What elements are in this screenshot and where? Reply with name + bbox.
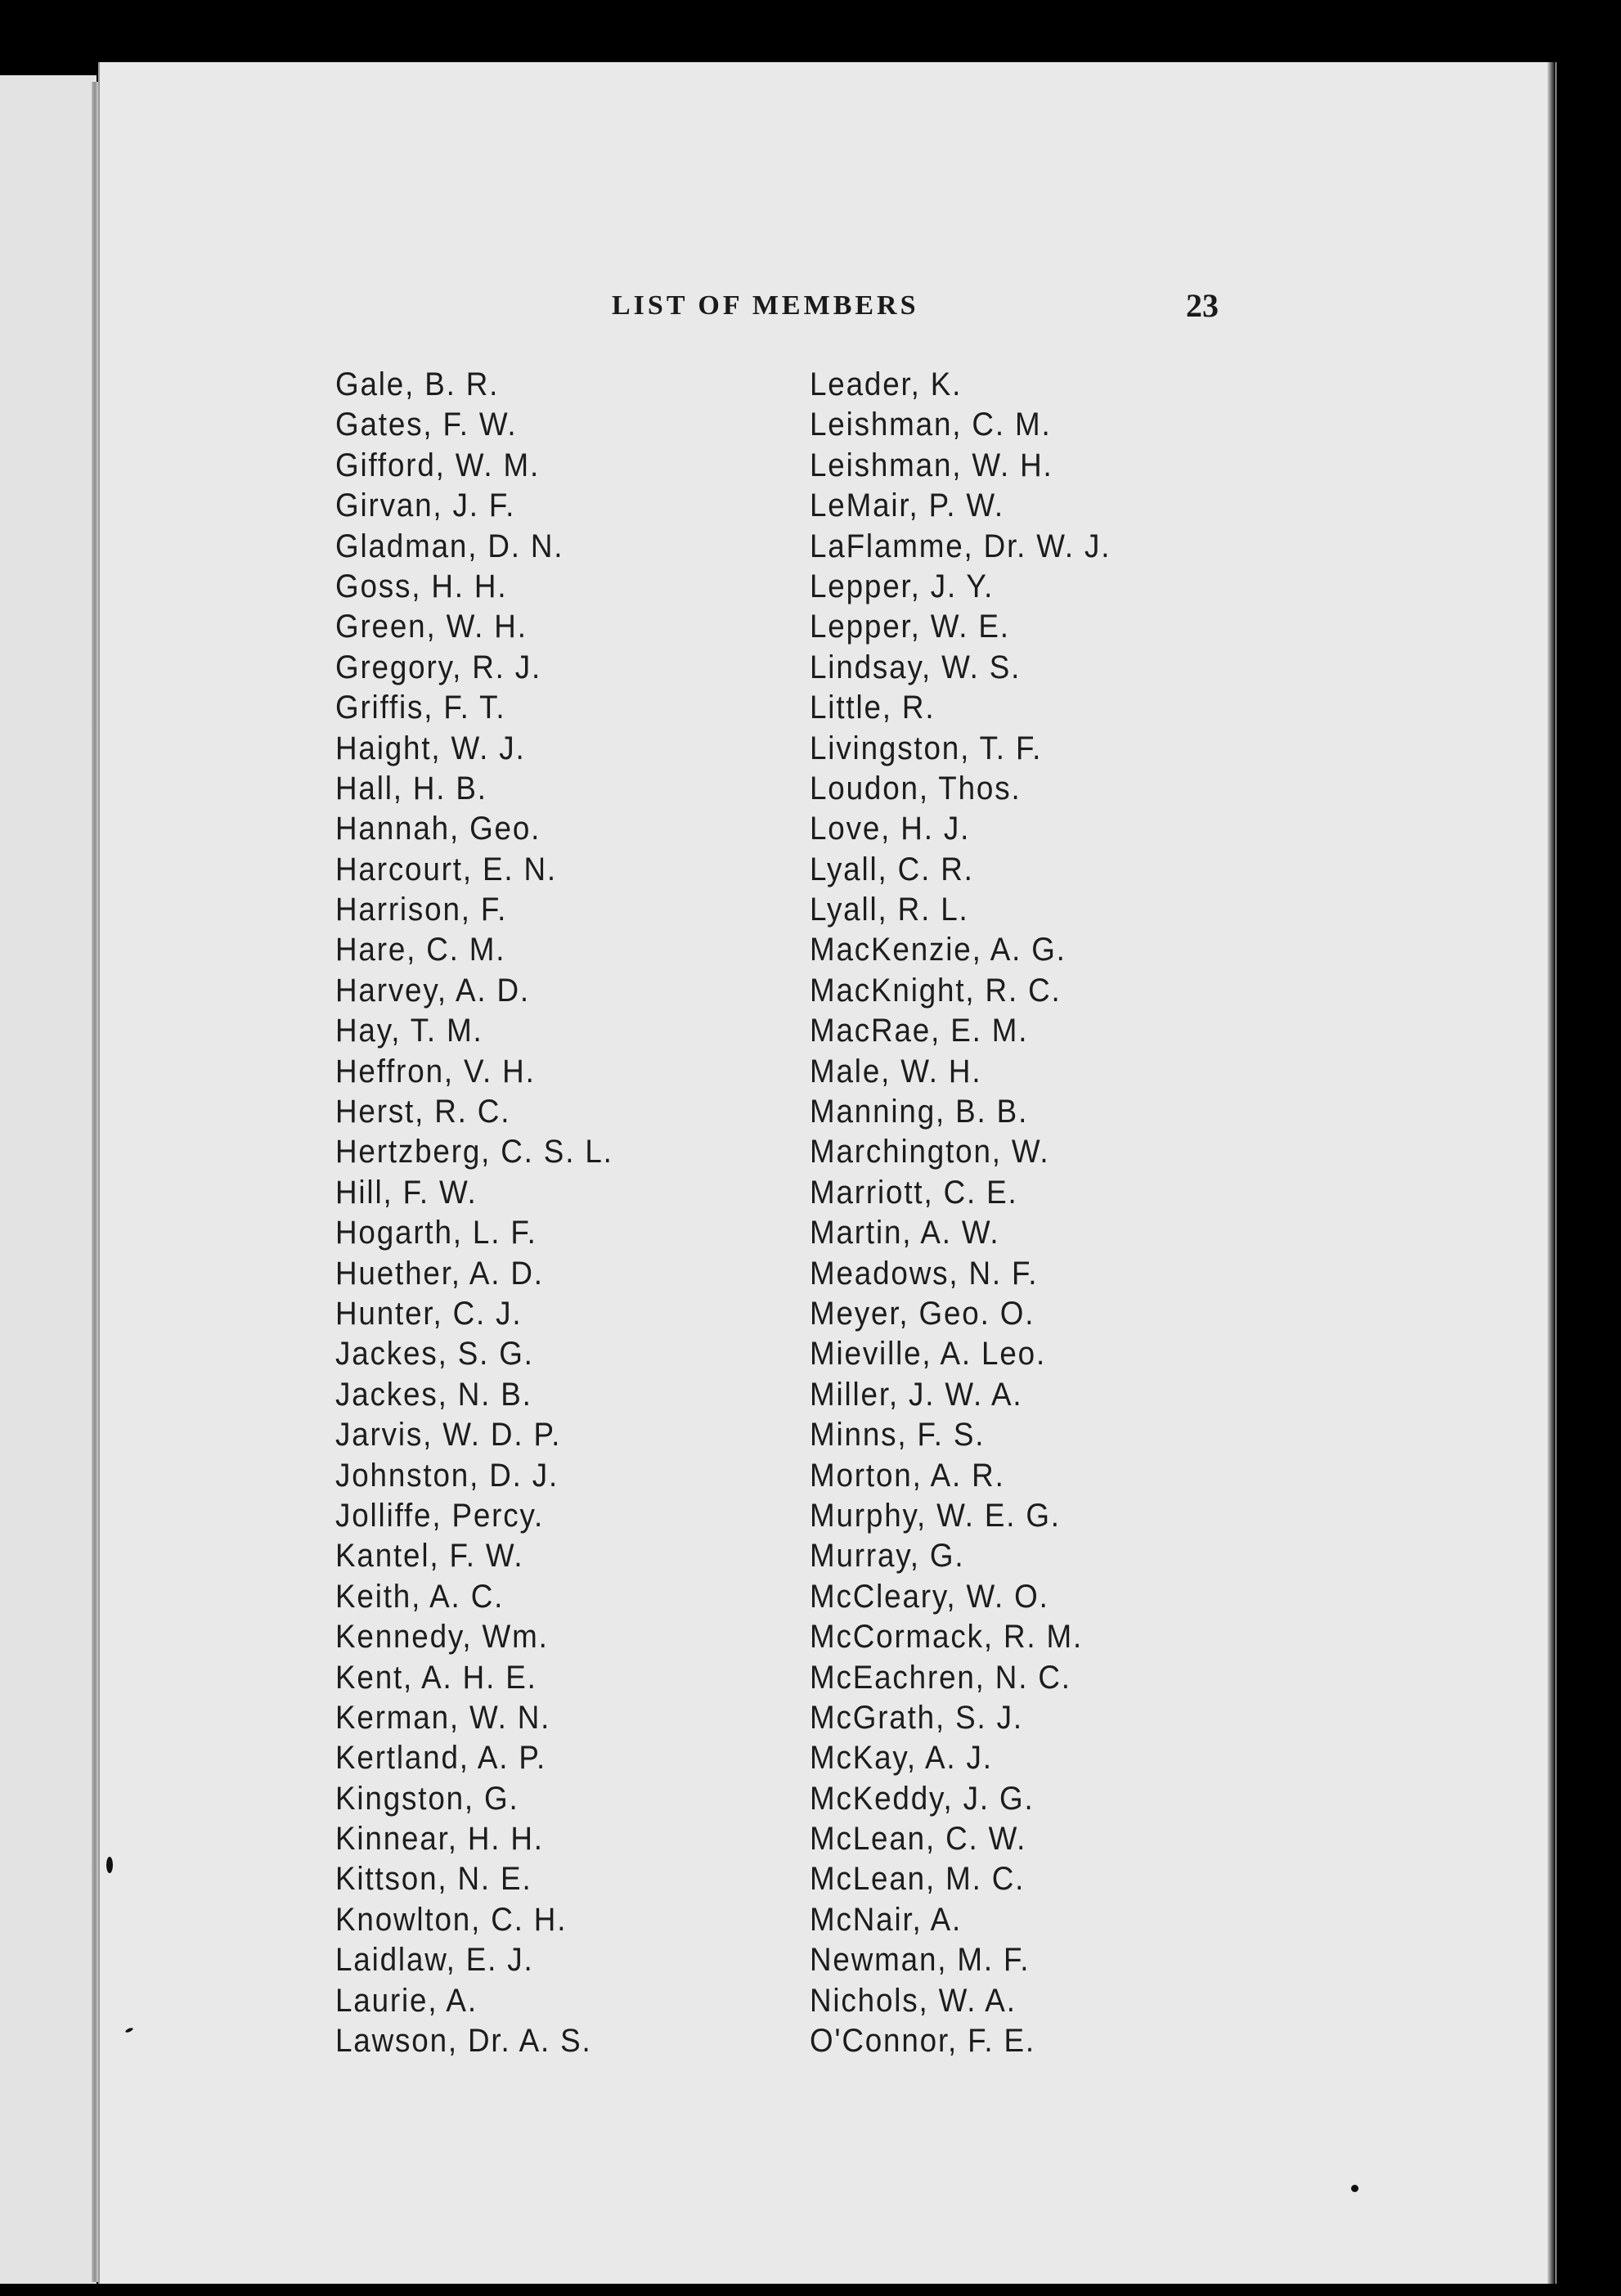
list-item: Meadows, N. F. [810, 1255, 1039, 1292]
list-item: Hill, F. W. [335, 1174, 478, 1211]
list-item: Morton, A. R. [810, 1457, 1005, 1494]
list-item: LaFlamme, Dr. W. J. [810, 528, 1111, 564]
list-item: Kent, A. H. E. [335, 1659, 537, 1696]
ink-speck [1351, 2185, 1358, 2192]
list-item: Kinnear, H. H. [335, 1821, 544, 1858]
list-item: Livingston, T. F. [810, 730, 1043, 766]
list-item: Harrison, F. [335, 892, 508, 928]
list-item: Knowlton, C. H. [335, 1901, 568, 1938]
list-item: Kennedy, Wm. [335, 1619, 549, 1656]
list-item: McGrath, S. J. [810, 1699, 1023, 1736]
list-item: Gifford, W. M. [335, 447, 541, 483]
list-item: Griffis, F. T. [335, 690, 506, 726]
list-item: Haight, W. J. [335, 730, 526, 766]
list-item: Lindsay, W. S. [810, 649, 1022, 685]
list-item: Kantel, F. W. [335, 1538, 524, 1575]
list-item: Hertzberg, C. S. L. [335, 1134, 613, 1170]
list-item: Male, W. H. [810, 1053, 982, 1090]
list-item: Newman, M. F. [810, 1942, 1031, 1979]
list-item: McLean, C. W. [810, 1821, 1027, 1858]
page-edge-shadow [1547, 62, 1556, 2284]
list-item: McLean, M. C. [810, 1861, 1026, 1898]
list-item: Huether, A. D. [335, 1255, 544, 1292]
list-item: Kertland, A. P. [335, 1740, 547, 1777]
list-item: Laidlaw, E. J. [335, 1942, 534, 1979]
list-item: Nichols, W. A. [810, 1982, 1017, 2019]
list-item: Herst, R. C. [335, 1094, 511, 1130]
list-item: Lawson, Dr. A. S. [335, 2023, 592, 2060]
list-item: Jackes, S. G. [335, 1336, 534, 1373]
list-item: Little, R. [810, 690, 936, 726]
list-item: Miller, J. W. A. [810, 1376, 1023, 1413]
list-item: Leishman, W. H. [810, 447, 1053, 483]
list-item: Kittson, N. E. [335, 1861, 532, 1898]
list-item: Gates, F. W. [335, 407, 518, 443]
list-item: Hall, H. B. [335, 770, 487, 807]
member-list-right [810, 365, 1268, 2061]
member-list-left [335, 365, 761, 2061]
list-item: Murphy, W. E. G. [810, 1497, 1061, 1534]
list-item: Gale, B. R. [335, 366, 500, 402]
list-item: Martin, A. W. [810, 1215, 1000, 1251]
list-item: McCleary, W. O. [810, 1578, 1049, 1615]
list-item: Jackes, N. B. [335, 1376, 532, 1413]
ink-speck [106, 1857, 113, 1873]
left-page-edge [0, 75, 97, 2284]
list-item: Laurie, A. [335, 1982, 478, 2019]
list-item: Green, W. H. [335, 609, 528, 645]
page-title: LIST OF MEMBERS [612, 290, 919, 321]
list-item: Jarvis, W. D. P. [335, 1417, 562, 1454]
list-item: MacKenzie, A. G. [810, 932, 1066, 968]
list-item: Hogarth, L. F. [335, 1215, 537, 1251]
list-item: MacKnight, R. C. [810, 972, 1062, 1009]
list-item: Goss, H. H. [335, 568, 508, 604]
list-item: McKeddy, J. G. [810, 1780, 1035, 1817]
list-item: Lyall, C. R. [810, 851, 974, 887]
list-item: Keith, A. C. [335, 1578, 505, 1615]
list-item: Heffron, V. H. [335, 1053, 536, 1090]
list-item: LeMair, P. W. [810, 488, 1005, 524]
list-item: Hannah, Geo. [335, 811, 541, 847]
list-item: McEachren, N. C. [810, 1659, 1071, 1696]
list-item: McNair, A. [810, 1901, 963, 1938]
list-item: Love, H. J. [810, 811, 971, 847]
page-number: 23 [1186, 287, 1219, 324]
list-item: Lepper, W. E. [810, 609, 1010, 645]
list-item: Marriott, C. E. [810, 1174, 1018, 1211]
list-item: Girvan, J. F. [335, 488, 516, 524]
list-item: Jolliffe, Percy. [335, 1497, 545, 1534]
list-item: Manning, B. B. [810, 1094, 1029, 1130]
list-item: Leishman, C. M. [810, 407, 1052, 443]
list-item: Meyer, Geo. O. [810, 1295, 1035, 1332]
list-item: Johnston, D. J. [335, 1457, 559, 1494]
list-item: Gladman, D. N. [335, 528, 564, 564]
list-item: Gregory, R. J. [335, 649, 542, 685]
list-item: Mieville, A. Leo. [810, 1336, 1047, 1373]
list-item: Hare, C. M. [335, 932, 506, 968]
list-item: Lepper, J. Y. [810, 568, 995, 604]
list-item: Kingston, G. [335, 1780, 519, 1817]
list-item: Leader, K. [810, 366, 963, 402]
list-item: Hunter, C. J. [335, 1295, 523, 1332]
list-item: Loudon, Thos. [810, 770, 1022, 807]
list-item: Kerman, W. N. [335, 1699, 551, 1736]
list-item: McKay, A. J. [810, 1740, 993, 1777]
list-item: Harcourt, E. N. [335, 851, 557, 887]
list-item: Murray, G. [810, 1538, 965, 1575]
list-item: McCormack, R. M. [810, 1619, 1084, 1656]
list-item: Lyall, R. L. [810, 892, 969, 928]
list-item: Hay, T. M. [335, 1013, 483, 1049]
list-item: Minns, F. S. [810, 1417, 986, 1454]
page-gutter [92, 82, 98, 2282]
list-item: MacRae, E. M. [810, 1013, 1029, 1049]
list-item: O'Connor, F. E. [810, 2023, 1035, 2060]
list-item: Marchington, W. [810, 1134, 1050, 1170]
list-item: Harvey, A. D. [335, 972, 530, 1009]
